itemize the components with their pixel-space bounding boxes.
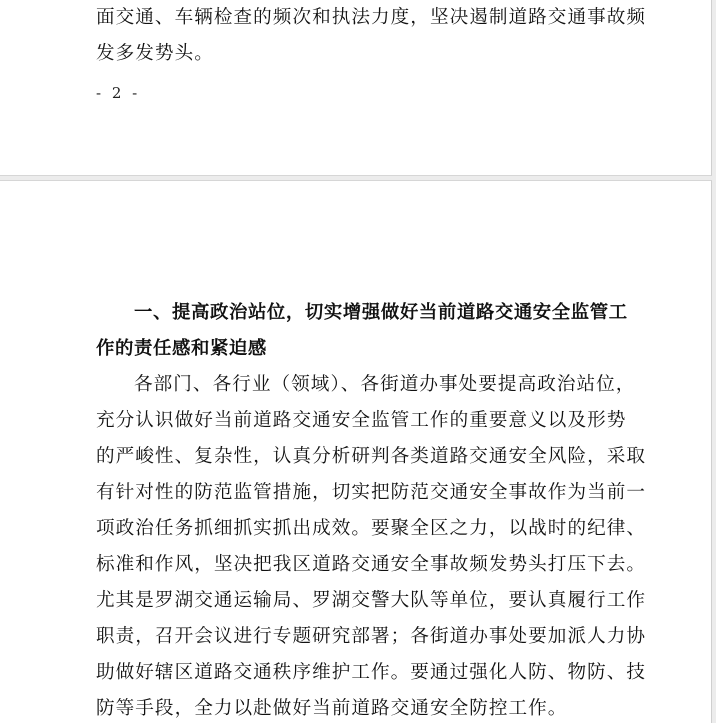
- paragraph-line: 防等手段，全力以赴做好当前道路交通安全防控工作。: [96, 698, 568, 719]
- paragraph-line: 项政治任务抓细抓实抓出成效。要聚全区之力，以战时的纪律、: [96, 518, 647, 539]
- paragraph-line: 有针对性的防范监管措施，切实把防范交通安全事故作为当前一: [96, 482, 647, 503]
- section-heading-line: 作的责任感和紧迫感: [96, 338, 267, 359]
- paragraph-line: 助做好辖区道路交通秩序维护工作。要通过强化人防、物防、技: [96, 662, 647, 683]
- body-text-line: 面交通、车辆检查的频次和执法力度，坚决遏制道路交通事故频: [96, 7, 647, 28]
- paragraph-line: 标准和作风，坚决把我区道路交通安全事故频发势头打压下去。: [96, 554, 647, 575]
- paragraph-line: 充分认识做好当前道路交通安全监管工作的重要意义以及形势: [96, 410, 627, 431]
- page-number: - 2 -: [96, 84, 141, 102]
- paragraph-line: 各部门、各行业（领域）、各街道办事处要提高政治站位，: [134, 374, 636, 395]
- paragraph-line: 的严峻性、复杂性，认真分析研判各类道路交通安全风险，采取: [96, 446, 647, 467]
- page-3: [0, 180, 712, 723]
- paragraph-line: 职责，召开会议进行专题研究部署；各街道办事处要加派人力协: [96, 626, 647, 647]
- body-text-line: 发多发势头。: [96, 43, 214, 64]
- section-heading-line: 一、提高政治站位，切实增强做好当前道路交通安全监管工: [134, 302, 628, 323]
- paragraph-line: 尤其是罗湖交通运输局、罗湖交警大队等单位，要认真履行工作: [96, 590, 647, 611]
- page-2: [0, 0, 712, 176]
